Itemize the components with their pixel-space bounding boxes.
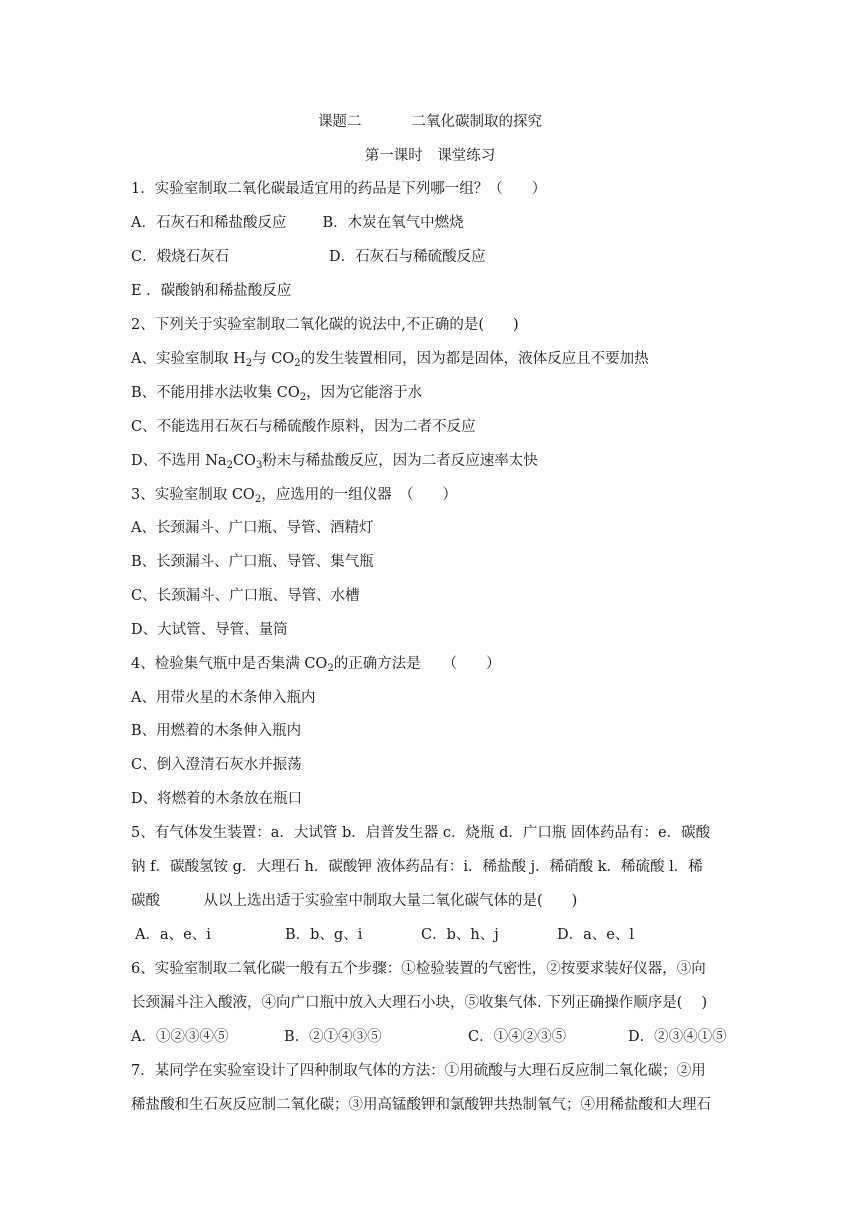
q5-option-d: D．a、e、l	[557, 927, 634, 943]
q3-stem	[131, 485, 457, 505]
q2-a-part1: A、实验室制取 H	[131, 351, 246, 367]
q5-line1: 5、有气体发生装置：a．大试管 b．启普发生器 c．烧瓶 d．广口瓶 固体药品有：e．碳酸	[131, 825, 711, 841]
q6-option-b: B．②①④③⑤	[284, 1029, 382, 1045]
page-subtitle: 第一课时 课堂练习	[364, 148, 496, 164]
title-left: 课题二	[318, 114, 362, 130]
q1-options-row2	[131, 247, 486, 267]
q4-stem-sub: 2	[327, 663, 334, 674]
q2-d-part1: D、不选用 Na	[131, 453, 227, 469]
q4-option-c: C、倒入澄清石灰水并振荡	[131, 757, 302, 773]
q2-d-part2: CO	[232, 453, 256, 469]
q3-option-c: C、长颈漏斗、广口瓶、导管、水槽	[131, 588, 360, 604]
q2-b-part1: B、不能用排水法收集 CO	[131, 385, 300, 401]
q4-stem	[131, 654, 500, 674]
q6-option-d: D．②③④①⑤	[628, 1029, 727, 1045]
q5-option-a: A．a、e、i	[135, 927, 211, 943]
q1-stem: 1．实验室制取二氧化碳最适宜用的药品是下列哪一组？（ ）	[131, 181, 547, 197]
q4-stem-part2: 的正确方法是 （ ）	[333, 656, 501, 672]
q5-option-b: B．b、g、i	[285, 927, 363, 943]
q6-line1: 6、实验室制取二氧化碳一般有五个步骤：①检验装置的气密性，②按要求装好仪器，③向	[131, 961, 706, 977]
q7-line2: 稀盐酸和生石灰反应制二氧化碳；③用高锰酸钾和氯酸钾共热制氧气；④用稀盐酸和大理石	[131, 1097, 711, 1113]
q2-a-part3: 的发生装置相同，因为都是固体，液体反应且不要加热	[300, 351, 649, 367]
q5-line3: 碳酸 从以上选出适于实验室中制取大量二氧化碳气体的是( )	[131, 893, 578, 909]
q1-option-a: A．石灰石和稀盐酸反应	[131, 215, 287, 231]
q1-option-b: B．木炭在氧气中燃烧	[322, 215, 464, 231]
q6-line2: 长颈漏斗注入酸液，④向广口瓶中放入大理石小块，⑤收集气体. 下列正确操作顺序是( )	[131, 995, 708, 1011]
title-right: 二氧化碳制取的探究	[411, 114, 542, 130]
q6-option-c: C．①④②③⑤	[468, 1029, 567, 1045]
q1-options-row1	[131, 213, 464, 233]
q2-option-d	[131, 451, 538, 471]
q2-d-sub2: 3	[255, 460, 263, 471]
q4-option-d: D、将燃着的木条放在瓶口	[131, 791, 303, 807]
q2-option-c: C、不能选用石灰石与稀硫酸作原料，因为二者不反应	[131, 419, 476, 435]
q2-option-b	[131, 383, 422, 403]
q4-stem-part1: 4、检验集气瓶中是否集满 CO	[131, 656, 328, 672]
q4-option-b: B、用燃着的木条伸入瓶内	[131, 723, 302, 739]
q2-b-sub1: 2	[299, 392, 307, 403]
page-title	[0, 112, 860, 132]
q3-stem-part2: ，应选用的一组仪器 （ ）	[261, 487, 457, 503]
q3-option-b: B、长颈漏斗、广口瓶、导管、集气瓶	[131, 554, 374, 570]
q4-option-a: A、用带火星的木条伸入瓶内	[131, 690, 316, 706]
q2-a-sub2: 2	[294, 358, 301, 369]
q2-a-part2: 与 CO	[252, 351, 295, 367]
q3-option-a: A、长颈漏斗、广口瓶、导管、酒精灯	[131, 520, 374, 536]
q6-options	[131, 1027, 727, 1047]
q7-line1: 7．某同学在实验室设计了四种制取气体的方法：①用硫酸与大理石反应制二氧化碳；②用	[131, 1063, 706, 1079]
q1-option-c: C．煅烧石灰石	[131, 249, 230, 265]
q3-option-d: D、大试管、导管、量筒	[131, 622, 288, 638]
q3-stem-sub: 2	[254, 494, 262, 505]
q6-option-a: A．①②③④⑤	[131, 1029, 229, 1045]
q5-line2: 钠 f．碳酸氢铵 g．大理石 h．碳酸钾 液体药品有：i．稀盐酸 j．稀硝酸 k．稀硫酸 l．稀	[131, 859, 703, 875]
q2-option-a	[131, 349, 649, 369]
q2-a-sub1: 2	[245, 358, 253, 369]
q2-stem: 2、下列关于实验室制取二氧化碳的说法中,不正确的是( )	[131, 317, 519, 333]
q2-b-part2: ，因为它能溶于水	[306, 385, 423, 401]
q3-stem-part1: 3、实验室制取 CO	[131, 487, 255, 503]
q2-d-sub1: 2	[226, 460, 233, 471]
q1-option-d: D．石灰石与稀硫酸反应	[329, 249, 486, 265]
q5-option-c: C．b、h、j	[421, 927, 499, 943]
q1-option-e: E ．碳酸钠和稀盐酸反应	[131, 283, 292, 299]
q2-d-part3: 粉末与稀盐酸反应，因为二者反应速率太快	[262, 453, 538, 469]
q5-options	[135, 925, 634, 945]
